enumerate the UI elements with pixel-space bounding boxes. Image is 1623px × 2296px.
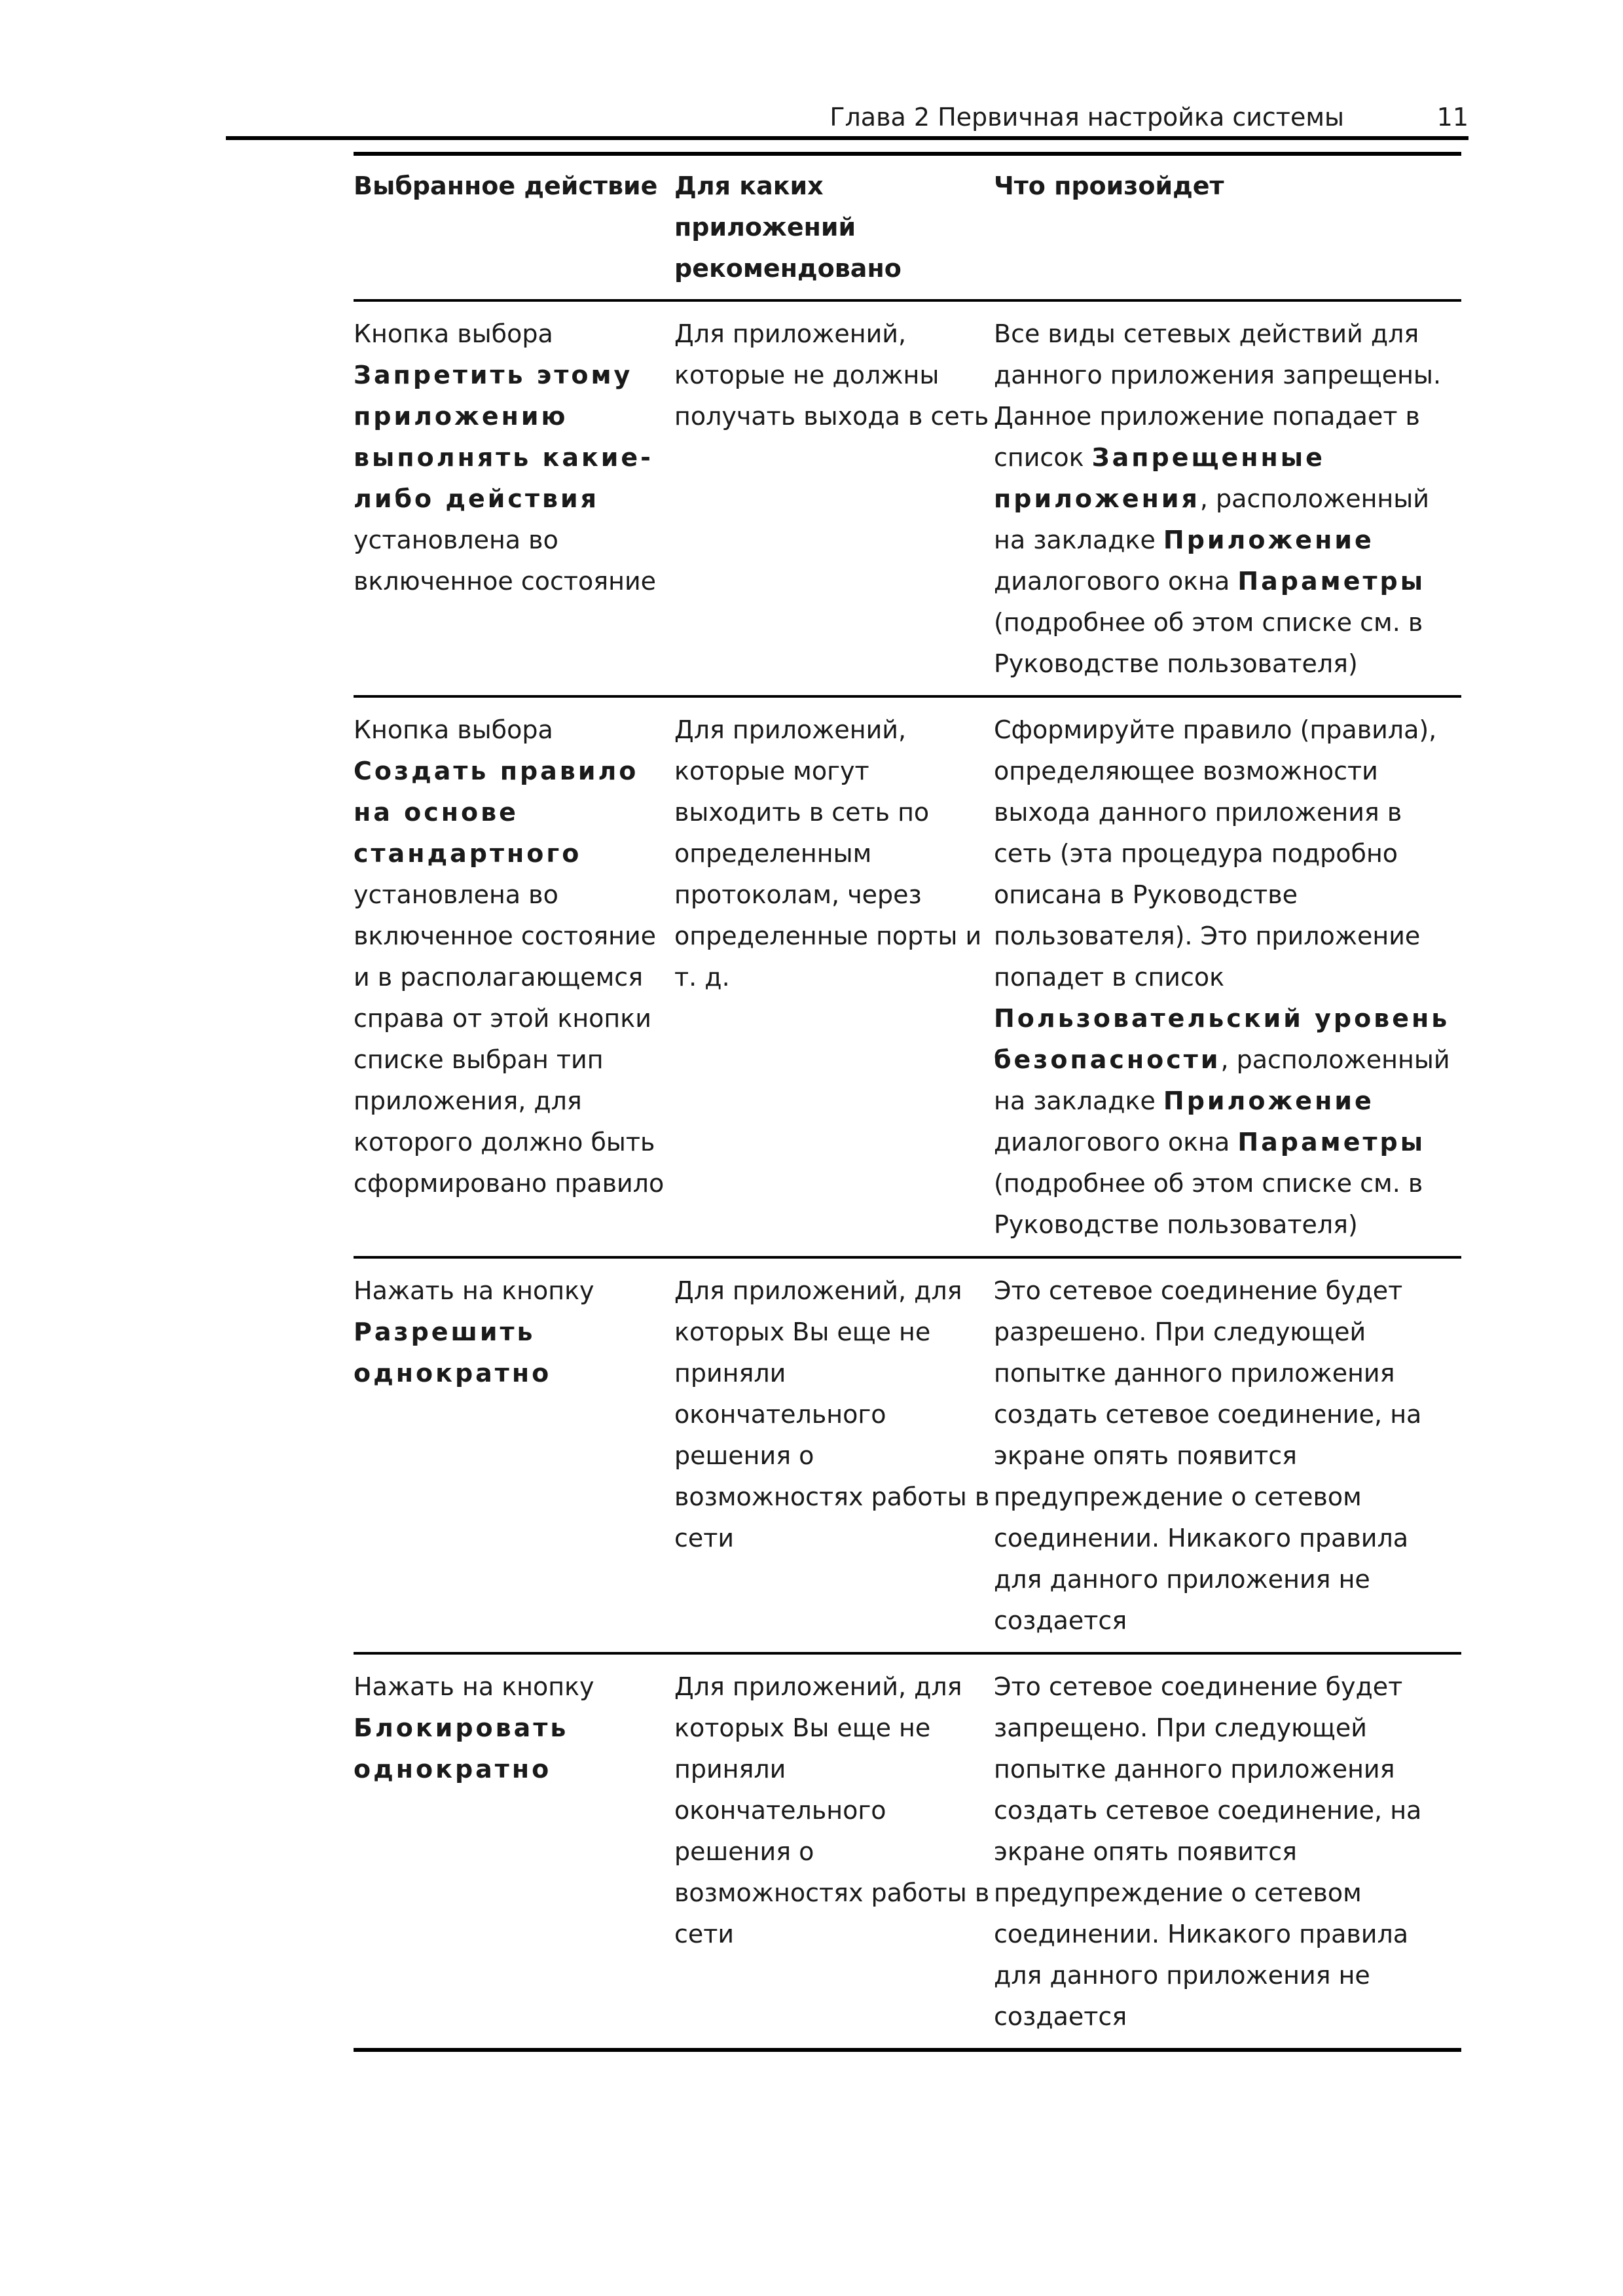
page-header (226, 98, 1468, 140)
result-cell (994, 696, 1461, 1257)
table-row (354, 1257, 1461, 1653)
action-prefix: Нажать на кнопку (354, 1276, 594, 1305)
column-header-recommended: Для каких приложений рекомендовано (674, 171, 902, 283)
recommended-cell: Для приложений, для которых Вы еще не приняли окончательного решения о возможностях работы в сети (674, 1672, 990, 1948)
result-cell: Это сетевое соединение будет разрешено. При следующей попытке данного приложения создать сетевое соединение, на экране опять появится предупреждение о сетевом соединении. Никакого правила для данного приложения не создается (994, 1276, 1422, 1635)
action-cell (354, 696, 674, 1257)
result-term: Приложение (1163, 1086, 1374, 1115)
column-header-action: Выбранное действие (354, 171, 658, 200)
result-text: Сформируйте правило (правила), определяющее возможности выхода данного приложения в сеть (эта процедура подробно описана в Руководстве пользователя). Это приложение попадет в список (994, 715, 1437, 992)
table-row (354, 1653, 1461, 2050)
action-button-name: Создать правило на основе стандартного (354, 757, 639, 868)
action-cell (354, 300, 674, 696)
action-suffix: установлена во включенное состояние (354, 526, 657, 596)
table-header-row (354, 154, 1461, 300)
result-term: Запрещенные приложения (994, 443, 1325, 513)
result-text: , расположенный на закладке (994, 1045, 1450, 1115)
result-text: Все виды сетевых действий для данного приложения запрещены. Данное приложение попадает в список (994, 319, 1442, 472)
result-term: Приложение (1163, 526, 1374, 554)
result-text: диалогового окна (994, 1128, 1238, 1157)
action-prefix: Кнопка выбора (354, 319, 553, 348)
action-prefix: Кнопка выбора (354, 715, 553, 744)
table-row (354, 696, 1461, 1257)
recommended-cell: Для приложений, для которых Вы еще не приняли окончательного решения о возможностях работы в сети (674, 1276, 990, 1552)
recommended-cell: Для приложений, которые не должны получать выхода в сеть (674, 319, 989, 431)
action-button-name: Блокировать однократно (354, 1713, 569, 1784)
result-cell: Это сетевое соединение будет запрещено. При следующей попытке данного приложения создать сетевое соединение, на экране опять появится предупреждение о сетевом соединении. Никакого правила для данного приложения не создается (994, 1672, 1422, 2031)
result-term: Параметры (1237, 1128, 1426, 1157)
action-suffix: установлена во включенное состояние и в располагающемся справа от этой кнопки списке выбран тип приложения, для которого должно быть сформировано правило (354, 880, 665, 1198)
result-cell (994, 300, 1461, 696)
actions-table (354, 152, 1461, 2052)
chapter-title: Глава 2 Первичная настройка системы (830, 103, 1344, 132)
action-cell (354, 1257, 674, 1653)
result-text: , расположенный на закладке (994, 484, 1429, 554)
action-cell (354, 1653, 674, 2050)
action-prefix: Нажать на кнопку (354, 1672, 594, 1701)
result-term: Пользовательский уровень безопасности (994, 1004, 1450, 1074)
action-button-name: Разрешить однократно (354, 1318, 552, 1388)
result-text: (подробнее об этом списке см. в Руководстве пользователя) (994, 608, 1423, 678)
table-row (354, 300, 1461, 696)
action-button-name: Запретить этому приложению выполнять какие-либо действия (354, 361, 653, 513)
result-text: (подробнее об этом списке см. в Руководстве пользователя) (994, 1169, 1423, 1239)
column-header-result: Что произойдет (994, 171, 1224, 200)
result-term: Параметры (1237, 567, 1426, 596)
result-text: диалогового окна (994, 567, 1238, 596)
recommended-cell: Для приложений, которые могут выходить в сеть по определенным протоколам, через определенные порты и т. д. (674, 715, 982, 992)
page-number: 11 (1436, 103, 1468, 132)
